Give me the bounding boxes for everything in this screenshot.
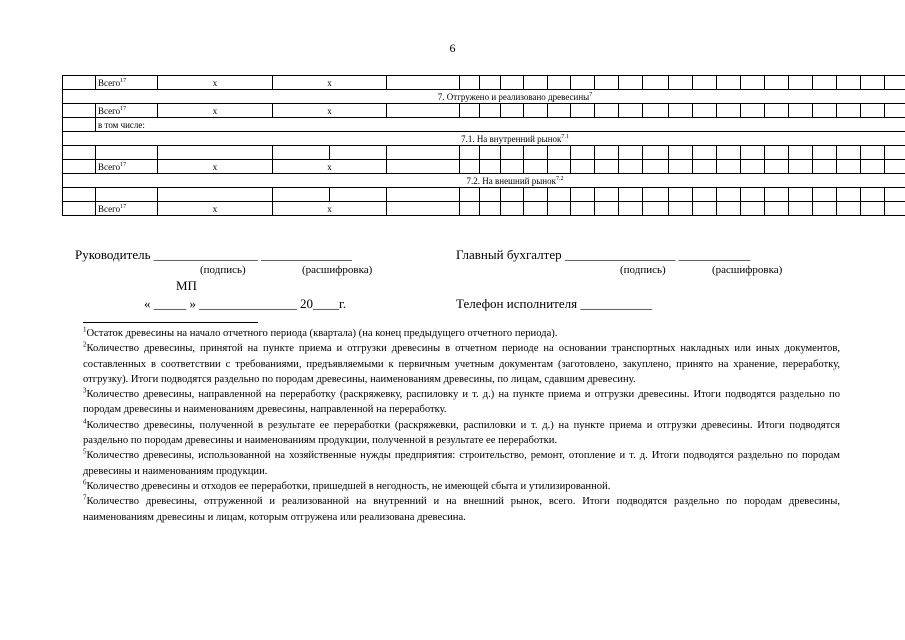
table-cell xyxy=(765,104,789,118)
section-row xyxy=(63,90,905,104)
footnote: $^5$Количество древесины, использованной на хозяйственные нужды предприятия: строительство, ремонт, отопление и т. д. Итоги подводятся раздельно по породам древесины и наименованиям продукции. xyxy=(83,447,840,477)
table-cell xyxy=(96,146,158,160)
section-row xyxy=(63,174,905,188)
table-cell xyxy=(63,118,96,132)
section-7-2-header: 7.2. На внешний рынок xyxy=(466,175,556,186)
page-number: 6 xyxy=(449,41,456,55)
table-cell xyxy=(813,188,837,202)
table-cell xyxy=(885,160,905,174)
table-cell xyxy=(619,104,643,118)
footnote: $^2$Количество древесины, принятой на пункте приема и отгрузки древесины в отчетном периоде на основании транспортных накладных или иных документов, составленных в соответствии с требованиями, предъявляемыми к первичным учетным документам (заготовлено, закуплено, принято на хранение, переработку, отгрузку). Итоги подводятся раздельно по породам древесины, наименованиям древесины, по лицам, сдавшим древесину. xyxy=(83,340,840,385)
table-cell xyxy=(387,160,460,174)
table-cell xyxy=(524,160,548,174)
table-cell xyxy=(96,188,158,202)
x-mark xyxy=(273,76,387,90)
table-cell xyxy=(460,104,480,118)
table-cell xyxy=(741,76,765,90)
table-cell xyxy=(387,104,460,118)
x-mark: х xyxy=(212,77,218,88)
x-mark xyxy=(158,76,273,90)
table-cell xyxy=(693,160,717,174)
table-cell xyxy=(837,202,861,216)
table-cell xyxy=(387,146,460,160)
footnote: $^3$Количество древесины, направленной на переработку (раскряжевку, распиловку и т. д.) на пункте приема и отгрузки древесины. Итоги подводятся раздельно по породам древесины и наименованиям древесины, направленной на переработку. xyxy=(83,386,840,416)
table-cell xyxy=(693,146,717,160)
table-cell xyxy=(741,188,765,202)
section-7-header xyxy=(63,90,905,104)
x-mark: х xyxy=(327,203,332,214)
head-signature-line: ________________ xyxy=(153,247,258,262)
table-cell xyxy=(861,104,885,118)
head-decoding-caption: (расшифровка) xyxy=(302,264,373,276)
table-cell xyxy=(669,76,693,90)
table-cell xyxy=(273,188,330,202)
table-cell xyxy=(595,146,619,160)
table-cell xyxy=(789,104,813,118)
table-cell xyxy=(524,76,548,90)
table-cell xyxy=(501,202,524,216)
x-mark xyxy=(273,104,387,118)
total-row xyxy=(63,76,905,90)
table-cell xyxy=(693,188,717,202)
table-cell xyxy=(765,146,789,160)
footnote-ref: 7.2 xyxy=(555,175,564,182)
x-mark xyxy=(273,202,387,216)
x-mark xyxy=(158,104,273,118)
table-cell xyxy=(387,188,460,202)
footnote: $^4$Количество древесины, полученной в результате ее переработки (раскряжевки, распиловки и т. д.) на пункте приема и отгрузки древесины. Итоги подводятся раздельно по породам древесины и наименованиям продукции, полученной в результате ее переработки. xyxy=(83,417,840,447)
table-cell xyxy=(158,146,273,160)
table-cell xyxy=(717,160,741,174)
table-cell xyxy=(643,76,669,90)
table-cell xyxy=(765,202,789,216)
head-decoding-line: ______________ xyxy=(261,247,352,262)
phone-row xyxy=(456,296,652,312)
table-cell xyxy=(548,104,571,118)
footnote-separator xyxy=(83,322,258,323)
table-cell xyxy=(460,160,480,174)
table-cell xyxy=(717,202,741,216)
table-cell xyxy=(693,202,717,216)
head-signature-caption: (подпись) xyxy=(200,264,246,276)
table-cell xyxy=(643,104,669,118)
table-cell xyxy=(741,202,765,216)
table-cell xyxy=(669,202,693,216)
total-label: Всего xyxy=(98,203,121,214)
table-cell xyxy=(524,146,548,160)
x-mark xyxy=(158,160,273,174)
chief-decoding-line: ___________ xyxy=(678,247,751,262)
table-cell xyxy=(861,188,885,202)
table-cell xyxy=(571,76,595,90)
table-cell xyxy=(501,76,524,90)
table-cell xyxy=(63,146,96,160)
x-mark xyxy=(273,160,387,174)
table-cell xyxy=(885,76,905,90)
table-cell xyxy=(387,202,460,216)
total-label: Всего xyxy=(98,105,121,116)
table-cell xyxy=(548,76,571,90)
table-cell xyxy=(480,160,501,174)
wood-accounting-table xyxy=(62,75,905,216)
total-label xyxy=(96,160,158,174)
table-cell xyxy=(669,146,693,160)
table-cell xyxy=(63,104,96,118)
table-cell xyxy=(548,188,571,202)
table-cell xyxy=(619,188,643,202)
table-cell xyxy=(861,202,885,216)
total-row xyxy=(63,104,905,118)
table-cell xyxy=(717,104,741,118)
chief-decoding-caption: (расшифровка) xyxy=(712,264,783,276)
footnote-ref: 17 xyxy=(120,105,127,112)
table-cell xyxy=(63,188,96,202)
total-label xyxy=(96,104,158,118)
total-row xyxy=(63,160,905,174)
x-mark xyxy=(158,202,273,216)
table-cell xyxy=(63,202,96,216)
table-cell xyxy=(330,188,387,202)
date-line: « _____ » _______________ 20____г. xyxy=(144,296,347,311)
table-cell xyxy=(548,146,571,160)
table-cell xyxy=(571,104,595,118)
table-cell xyxy=(460,146,480,160)
table-cell xyxy=(813,160,837,174)
table-cell xyxy=(669,104,693,118)
table-cell xyxy=(480,146,501,160)
table-cell xyxy=(524,202,548,216)
table-cell xyxy=(813,76,837,90)
table-cell xyxy=(789,76,813,90)
table-cell xyxy=(524,104,548,118)
table-cell xyxy=(501,188,524,202)
head-signature-row xyxy=(75,247,352,263)
table-cell xyxy=(741,160,765,174)
table-cell xyxy=(693,104,717,118)
table-cell xyxy=(595,202,619,216)
table-row xyxy=(63,188,905,202)
phone-label: Телефон исполнителя xyxy=(456,296,578,311)
table-cell xyxy=(619,146,643,160)
table-cell xyxy=(571,160,595,174)
table-cell xyxy=(861,146,885,160)
table-cell xyxy=(741,104,765,118)
table-cell xyxy=(861,160,885,174)
table-cell xyxy=(273,146,330,160)
table-cell xyxy=(813,104,837,118)
table-cell xyxy=(717,188,741,202)
table-cell xyxy=(480,104,501,118)
chief-signature-caption: (подпись) xyxy=(620,264,666,276)
table-cell xyxy=(789,188,813,202)
table-cell xyxy=(717,76,741,90)
including-label: в том числе: xyxy=(98,119,145,130)
table-cell xyxy=(789,160,813,174)
table-cell xyxy=(460,76,480,90)
table-cell xyxy=(595,188,619,202)
table-cell xyxy=(571,202,595,216)
including-row xyxy=(63,118,905,132)
x-mark: х xyxy=(212,203,218,214)
table-cell xyxy=(861,76,885,90)
table-cell xyxy=(548,160,571,174)
table-cell xyxy=(63,160,96,174)
table-cell xyxy=(885,104,905,118)
section-7-2-header xyxy=(63,174,905,188)
table-cell xyxy=(837,188,861,202)
table-cell xyxy=(501,160,524,174)
table-cell xyxy=(789,202,813,216)
table-cell xyxy=(63,76,96,90)
table-cell xyxy=(480,202,501,216)
table-cell xyxy=(480,76,501,90)
table-cell xyxy=(619,160,643,174)
footnote-ref: 17 xyxy=(120,203,127,210)
chief-label: Главный бухгалтер xyxy=(456,247,562,262)
table-cell xyxy=(669,188,693,202)
table-cell xyxy=(885,146,905,160)
footnote-ref: 7 xyxy=(589,91,593,98)
section-7-1-header xyxy=(63,132,905,146)
table-cell xyxy=(837,146,861,160)
x-mark: х xyxy=(212,105,218,116)
footnote: $^6$Количество древесины и отходов ее переработки, пришедшей в негодность, не имеющей сбыта и утилизированной. xyxy=(83,478,611,492)
section-7-1-header: 7.1. На внутренний рынок xyxy=(461,133,562,144)
table-cell xyxy=(717,146,741,160)
table-cell xyxy=(619,202,643,216)
x-mark: х xyxy=(327,161,332,172)
footnotes xyxy=(83,326,840,525)
including-label xyxy=(96,118,905,132)
table-cell xyxy=(789,146,813,160)
table-cell xyxy=(643,202,669,216)
table-cell xyxy=(813,202,837,216)
x-mark: х xyxy=(327,105,332,116)
total-label: Всего xyxy=(98,77,121,88)
table-cell xyxy=(693,76,717,90)
total-label xyxy=(96,76,158,90)
footnote-ref: 17 xyxy=(120,161,127,168)
table-cell xyxy=(595,104,619,118)
total-row xyxy=(63,202,905,216)
table-cell xyxy=(480,188,501,202)
table-cell xyxy=(619,76,643,90)
table-cell xyxy=(501,104,524,118)
table-cell xyxy=(595,160,619,174)
section-7-header: 7. Отгружено и реализовано древесины xyxy=(437,91,590,102)
table-cell xyxy=(765,76,789,90)
x-mark: х xyxy=(327,77,332,88)
table-cell xyxy=(765,160,789,174)
table-cell xyxy=(669,160,693,174)
footnote: $^1$Остаток древесины на начало отчетного периода (квартала) (на конец предыдущего отчетного периода). xyxy=(83,325,558,339)
table-cell xyxy=(460,188,480,202)
stamp-label: МП xyxy=(176,278,197,293)
table-cell xyxy=(813,146,837,160)
table-cell xyxy=(387,76,460,90)
table-row xyxy=(63,146,905,160)
phone-line: ___________ xyxy=(580,296,652,311)
footnote-ref: 7.1 xyxy=(561,133,569,140)
table-cell xyxy=(741,146,765,160)
table-cell xyxy=(643,146,669,160)
total-label: Всего xyxy=(98,161,121,172)
head-label: Руководитель xyxy=(75,247,151,262)
table-cell xyxy=(837,104,861,118)
table-cell xyxy=(837,160,861,174)
table-cell xyxy=(158,188,273,202)
table-cell xyxy=(548,202,571,216)
table-cell xyxy=(837,76,861,90)
table-cell xyxy=(571,188,595,202)
table-cell xyxy=(765,188,789,202)
table-cell xyxy=(885,188,905,202)
section-row xyxy=(63,132,905,146)
table-cell xyxy=(885,202,905,216)
chief-signature-line: _________________ xyxy=(564,247,676,262)
table-cell xyxy=(571,146,595,160)
table-cell xyxy=(643,160,669,174)
table-cell xyxy=(595,76,619,90)
table-cell xyxy=(524,188,548,202)
table-cell xyxy=(330,146,387,160)
table-cell xyxy=(643,188,669,202)
total-label xyxy=(96,202,158,216)
chief-signature-row xyxy=(456,247,750,263)
footnote: $^7$Количество древесины, отгруженной и реализованной на внутренний и на внешний рынок, всего. Итоги подводятся раздельно по породам древесины, наименованиям древесины и лицам, которым отгружена или реализована древесина. xyxy=(83,493,840,523)
x-mark: х xyxy=(212,161,218,172)
table-cell xyxy=(460,202,480,216)
table-cell xyxy=(501,146,524,160)
footnote-ref: 17 xyxy=(120,77,127,84)
